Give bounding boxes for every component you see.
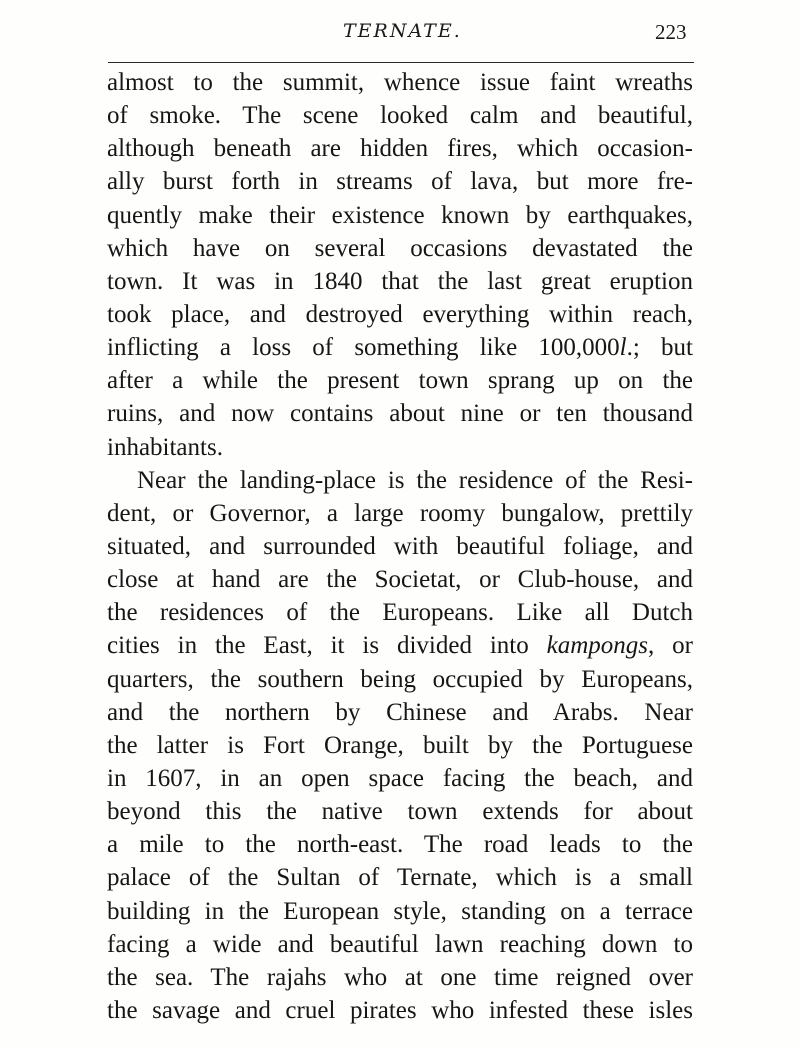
text-line (107, 331, 693, 364)
text-segment: cities in the East, it is divided into (107, 632, 547, 660)
running-title: TERNATE. (343, 20, 462, 42)
text-segment: of smoke. The scene looked calm and beautiful, (107, 102, 693, 130)
page-number: 223 (655, 20, 687, 44)
text-segment: ruins, and now contains about nine or ten thousand (107, 400, 693, 428)
text-segment: quently make their existence known by earthquakes, (107, 201, 693, 229)
text-segment: close at hand are the Societat, or Club-house, and (107, 566, 693, 594)
text-segment: the latter is Fort Orange, built by the Portuguese (107, 731, 693, 759)
text-line (107, 99, 693, 132)
text-line (107, 629, 693, 662)
text-segment: which have on several occasions devastated the (107, 234, 693, 262)
text-segment: , or (648, 632, 693, 660)
text-line (107, 66, 693, 99)
text-segment: inflicting a loss of something like 100,000 (107, 334, 620, 362)
paragraph-last-line (107, 431, 693, 464)
running-head (0, 20, 800, 50)
paragraph-first-line (107, 464, 693, 497)
text-segment: Near the landing-place is the residence of the Resi- (137, 466, 693, 494)
text-segment: a mile to the north-east. The road leads to the (107, 831, 693, 859)
text-segment: the savage and cruel pirates who infested these isles (107, 996, 693, 1024)
text-line (107, 696, 693, 729)
text-line (107, 199, 693, 232)
text-segment: ally burst forth in streams of lava, but more fre- (107, 168, 693, 196)
text-segment: almost to the summit, whence issue faint wreaths (107, 69, 693, 96)
body-text (107, 66, 693, 1027)
text-segment: town. It was in 1840 that the last great eruption (107, 267, 693, 295)
text-line (107, 298, 693, 331)
text-segment: dent, or Governor, a large roomy bungalow, prettily (107, 499, 693, 527)
text-segment: and the northern by Chinese and Arabs. Near (107, 698, 693, 726)
text-segment: the residences of the Europeans. Like all Dutch (107, 599, 693, 627)
text-segment-italic: l (619, 334, 627, 362)
text-segment: quarters, the southern being occupied by Europeans, (107, 665, 693, 693)
text-line (107, 132, 693, 165)
text-line (107, 563, 693, 596)
text-segment: building in the European style, standing on a terrace (107, 897, 693, 925)
text-line (107, 895, 693, 928)
text-line (107, 530, 693, 563)
text-segment: although beneath are hidden fires, which occasion- (107, 135, 693, 163)
text-segment: facing a wide and beautiful lawn reaching down to (107, 930, 693, 958)
text-segment: situated, and surrounded with beautiful foliage, and (107, 532, 693, 560)
text-line (107, 828, 693, 861)
text-segment-italic: kampongs (546, 632, 649, 660)
text-line (107, 232, 693, 265)
header-rule (108, 62, 694, 63)
text-line (107, 497, 693, 530)
text-line (107, 397, 693, 430)
text-line (107, 961, 693, 994)
text-segment: in 1607, in an open space facing the beach, and (107, 764, 693, 792)
text-line (107, 364, 693, 397)
text-line (107, 663, 693, 696)
text-line (107, 729, 693, 762)
text-segment: the sea. The rajahs who at one time reigned over (107, 963, 693, 991)
text-line (107, 596, 693, 629)
text-segment: palace of the Sultan of Ternate, which is a small (107, 864, 693, 892)
text-line (107, 994, 693, 1027)
text-segment: .; but (626, 334, 693, 362)
text-line (107, 165, 693, 198)
text-line (107, 928, 693, 961)
text-segment: after a while the present town sprang up on the (107, 367, 693, 395)
text-segment: took place, and destroyed everything within reach, (107, 300, 693, 328)
text-line (107, 265, 693, 298)
text-line (107, 861, 693, 894)
text-line (107, 795, 693, 828)
text-segment: inhabitants. (107, 433, 223, 461)
text-segment: beyond this the native town extends for about (107, 798, 693, 826)
text-line (107, 762, 693, 795)
